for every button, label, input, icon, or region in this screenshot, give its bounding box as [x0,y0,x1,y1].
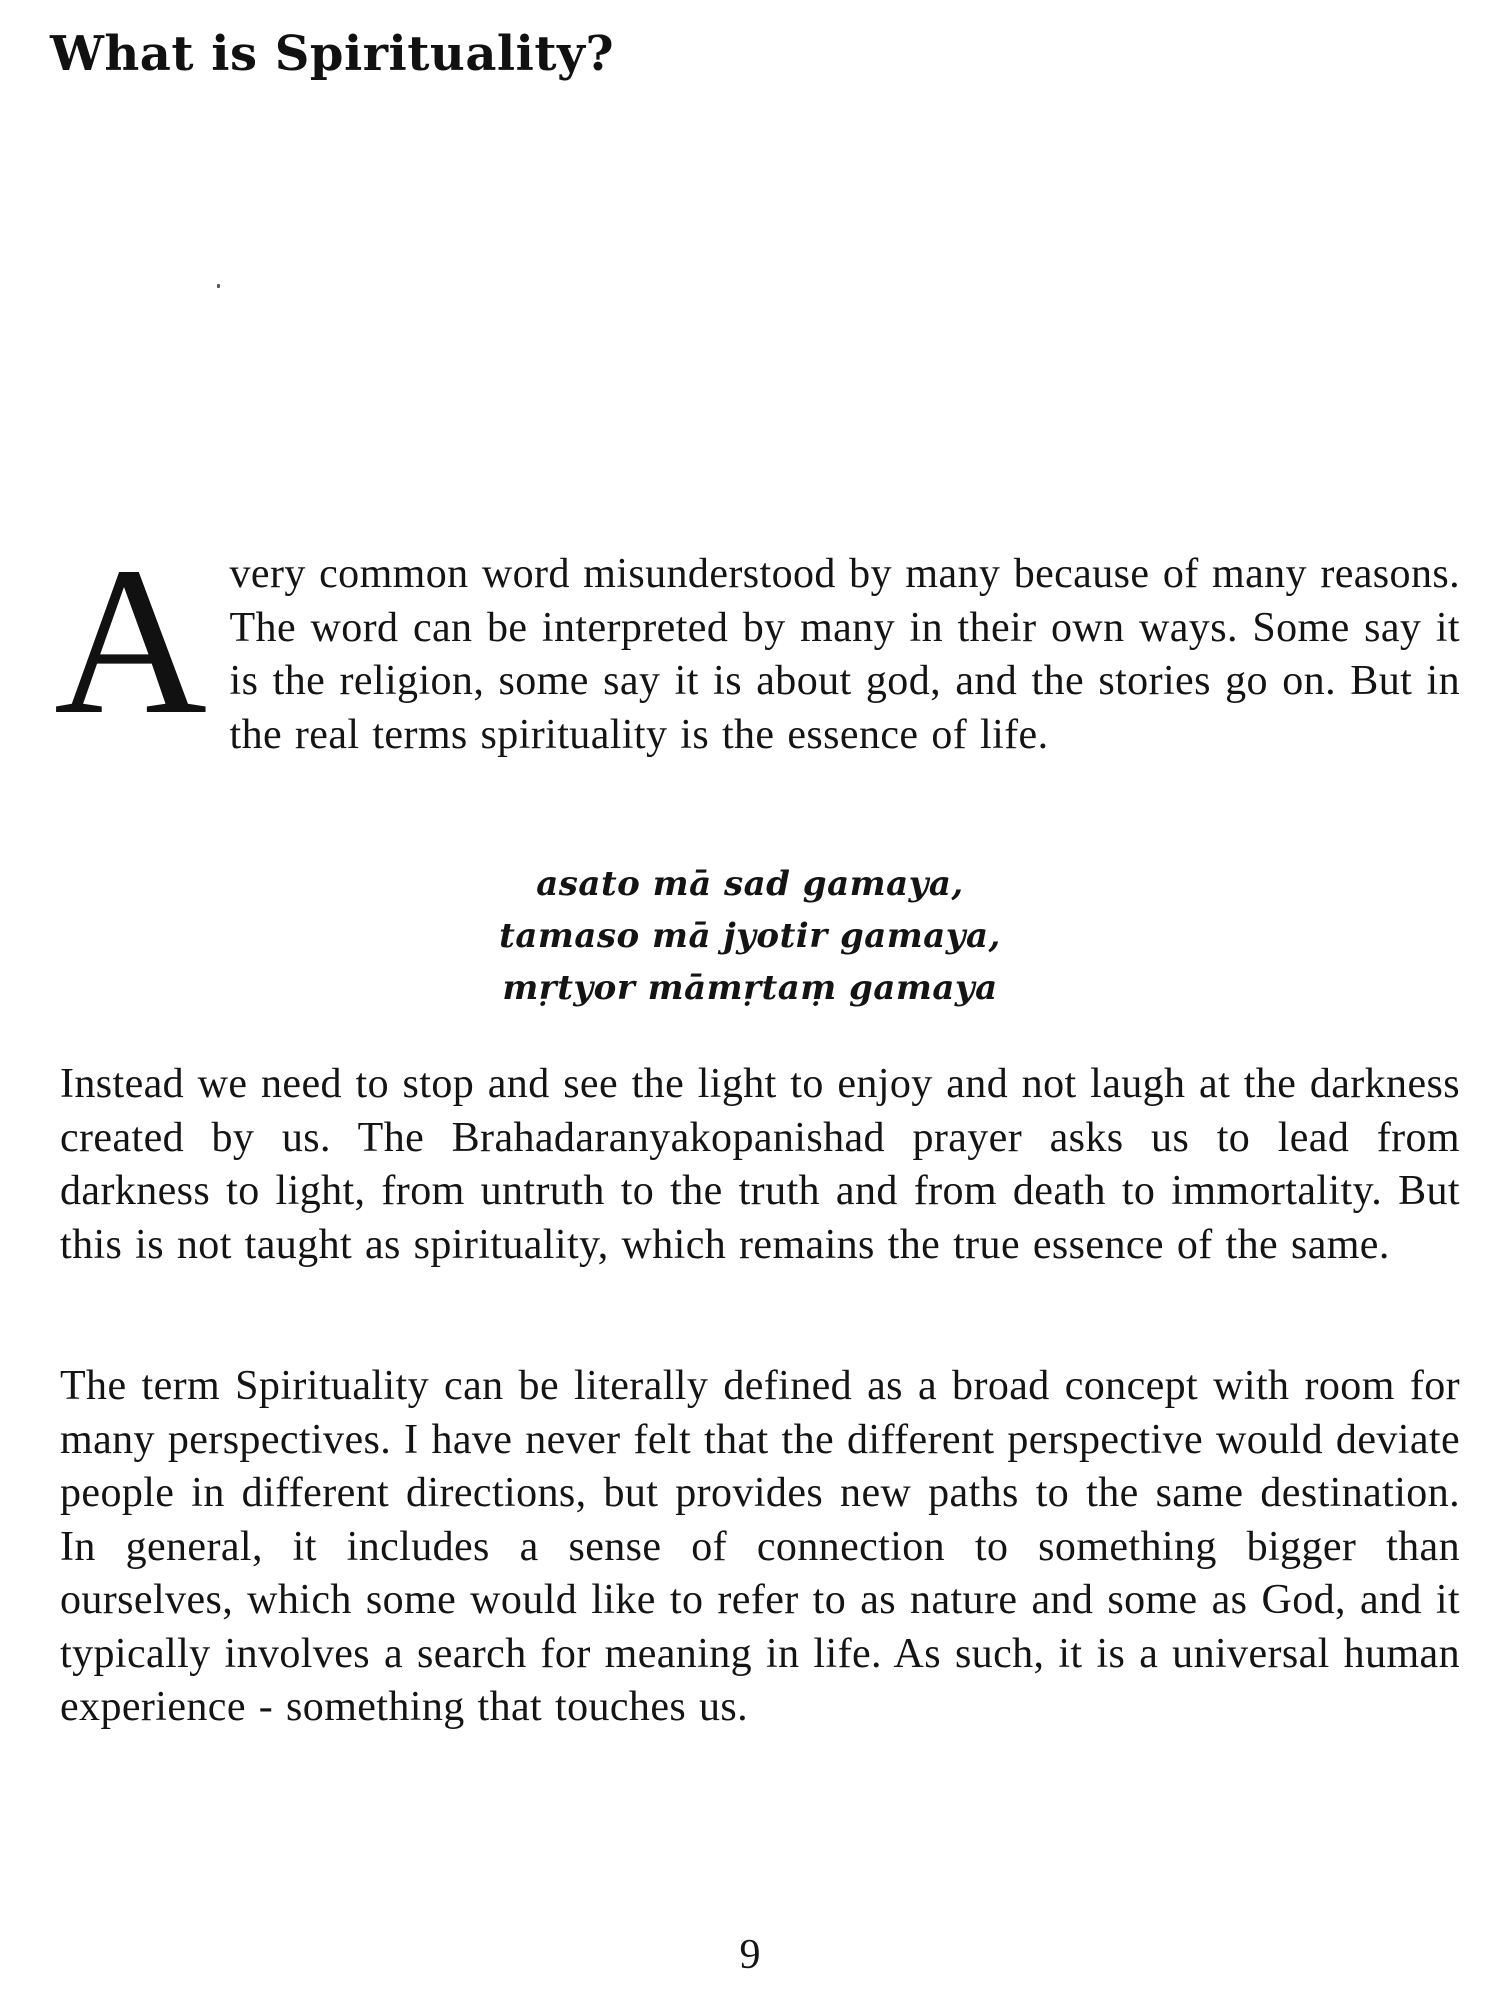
drop-cap-letter: A [54,523,208,758]
page-number: 9 [739,1932,761,1978]
verse-line: mṛtyor māmṛtaṃ gamaya [502,968,998,1008]
intro-paragraph-text: very common word misunderstood by many because of many reasons. The word can be interpreted by many in their own ways. Some say it is the religion, some say it is about god, and the stories go on. But in the real terms spirituality is the essence of life. [229,551,1460,758]
intro-paragraph [54,523,1460,762]
print-speck [217,284,220,288]
chapter-title: What is Spirituality? [50,26,615,82]
verse-line: asato mā sad gamaya, [536,864,964,904]
sanskrit-verse [0,858,1500,1014]
verse-line: tamaso mā jyotir gamaya, [499,916,1001,956]
body-paragraph: Instead we need to stop and see the light to enjoy and not laugh at the darkness created by us. The Brahadaranyakopanishad prayer asks us to lead from darkness to light, from untruth to the truth and from death to immortality. But this is not taught as spirituality, which remains the true essence of the same. [60,1061,1460,1268]
body-paragraph: The term Spirituality can be literally defined as a broad concept with room for many perspectives. I have never felt that the different perspective would deviate people in different directions, but provides new paths to the same destination. In general, it includes a sense of connection to something bigger than ourselves, which some would like to refer to as nature and some as God, and it typically involves a search for meaning in life. As such, it is a universal human experience - something that touches us. [60,1363,1460,1730]
